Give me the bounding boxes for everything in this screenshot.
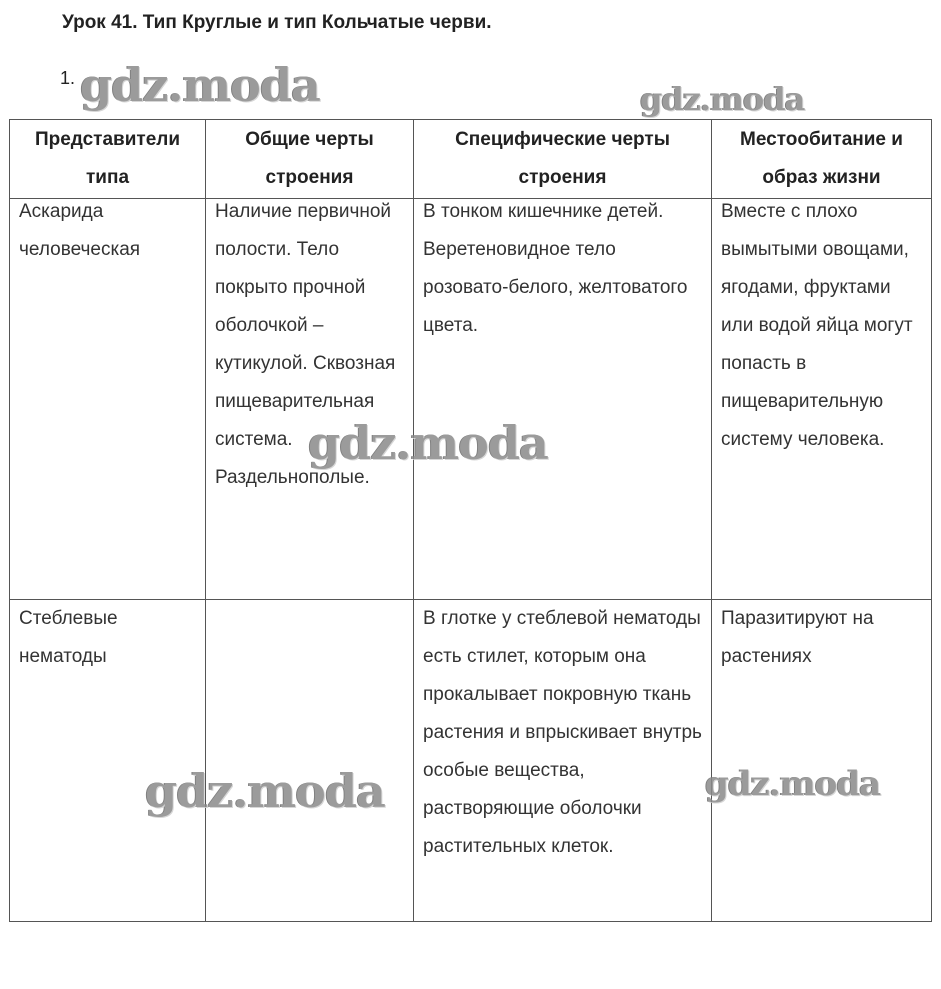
table-row (10, 199, 932, 600)
cell-common-features (206, 600, 414, 922)
task-number: 1. (60, 68, 76, 88)
header-common-features: Общие черты строения (206, 120, 414, 199)
cell-representative: Аскарида человеческая (10, 199, 206, 600)
table-header-row (10, 120, 932, 199)
table-row (10, 600, 932, 922)
header-habitat: Местообитание и образ жизни (712, 120, 932, 199)
cell-specific-features: В глотке у стеблевой нематоды есть стилет, которым она прокалывает покровную ткань растения и впрыскивает внутрь особые вещества, растворяющие оболочки растительных клеток. (414, 600, 712, 922)
watermark: gdz.moda (145, 764, 385, 818)
watermark: gdz.moda (705, 764, 881, 804)
page-title: Урок 41. Тип Круглые и тип Кольчатые черви. (62, 12, 492, 33)
watermark: gdz.moda (308, 416, 548, 470)
cell-specific-features: В тонком кишечнике детей. Веретеновидное тело розовато-белого, желтоватого цвета. (414, 199, 712, 600)
worms-table (9, 119, 932, 922)
header-specific-features: Специфические черты строения (414, 120, 712, 199)
cell-common-features: Наличие первичной полости. Тело покрыто прочной оболочкой – кутикулой. Сквозная пищеварительная система. Раздельнополые. (206, 199, 414, 600)
cell-representative: Стеблевые нематоды (10, 600, 206, 922)
header-representatives: Представители типа (10, 120, 206, 199)
cell-habitat: Вместе с плохо вымытыми овощами, ягодами, фруктами или водой яйца могут попасть в пищеварительную систему человека. (712, 199, 932, 600)
watermark: gdz.moda (640, 80, 805, 118)
watermark: gdz.moda (80, 58, 320, 112)
cell-habitat: Паразитируют на растениях (712, 600, 932, 922)
